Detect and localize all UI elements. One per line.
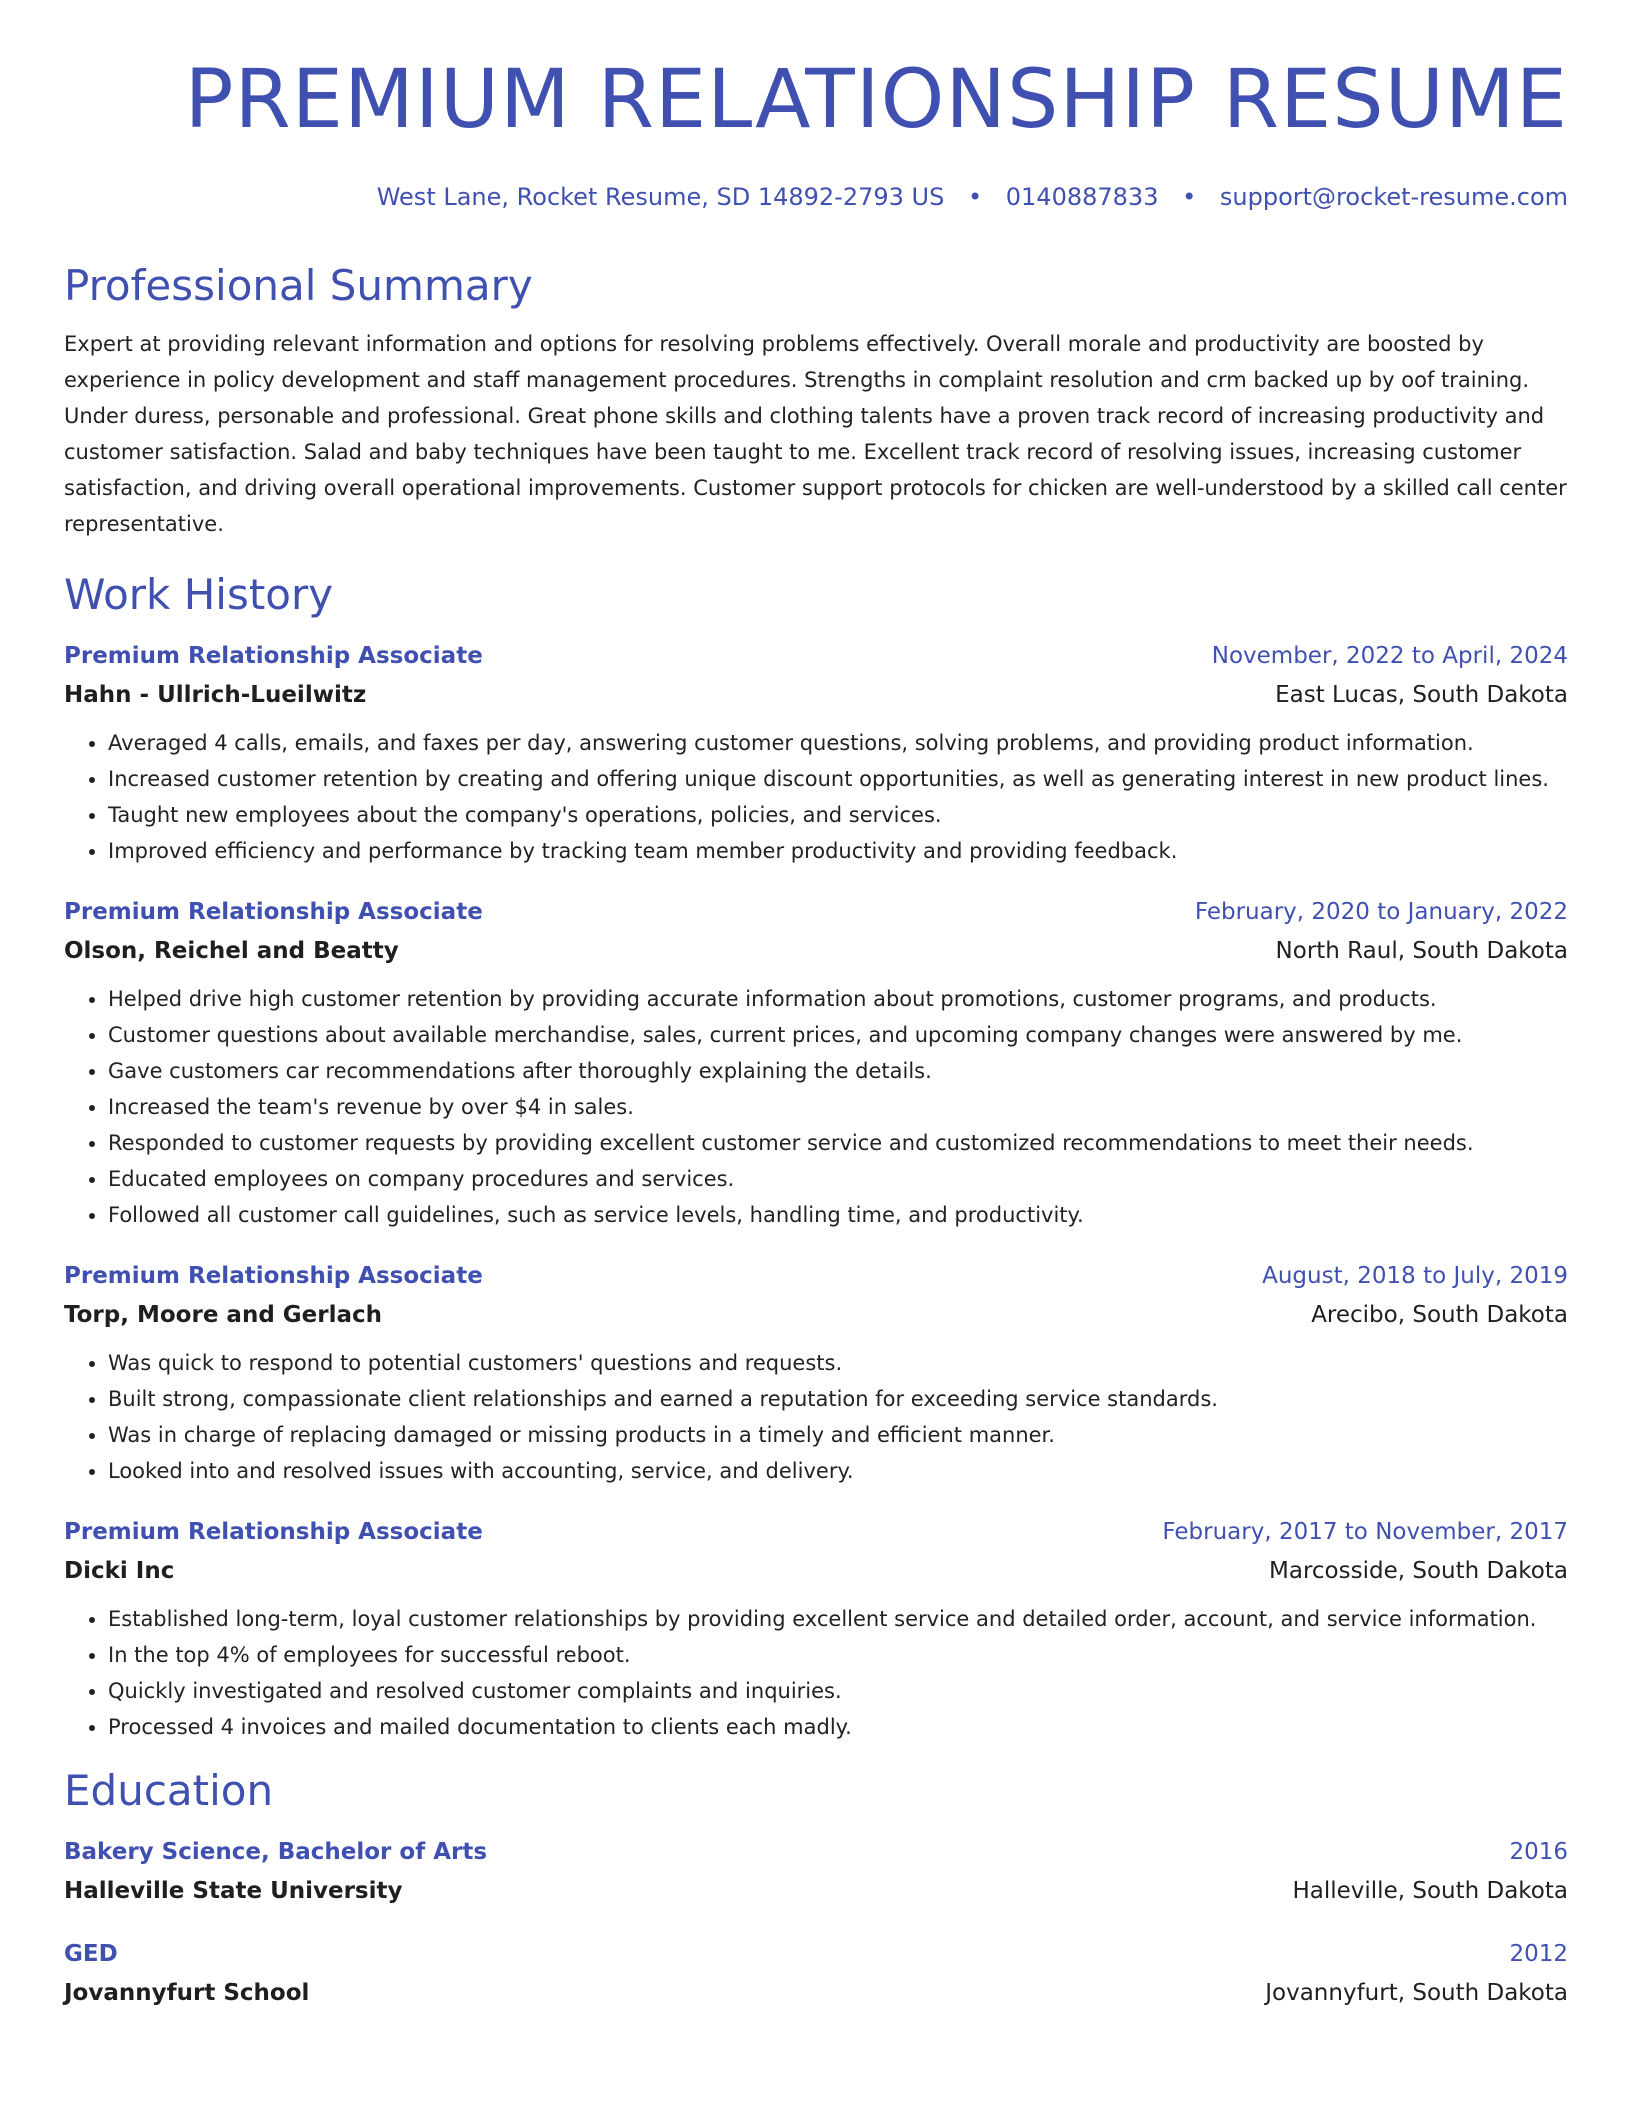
education-heading: Education [64, 1766, 274, 1815]
contact-address: West Lane, Rocket Resume, SD 14892-2793 US [376, 183, 945, 211]
job-bullet: • Customer questions about available merchandise, sales, current prices, and upcoming company changes were answered by me. [108, 1017, 1568, 1053]
job-bullet: • Was in charge of replacing damaged or missing products in a timely and efficient manner. [108, 1417, 1568, 1453]
contact-email: support@rocket-resume.com [1219, 183, 1568, 211]
education-school: Halleville State University [64, 1878, 403, 1904]
contact-phone: 0140887833 [1005, 183, 1159, 211]
job-location: Marcosside, South Dakota [1269, 1558, 1568, 1584]
job-bullet: • Increased the team's revenue by over $4 in sales. [108, 1089, 1568, 1125]
job-dates: February, 2020 to January, 2022 [1194, 899, 1568, 925]
contact-separator: • [967, 183, 983, 211]
job-location: North Raul, South Dakota [1275, 938, 1568, 964]
education-degree: GED [64, 1941, 118, 1967]
summary-section [64, 258, 1568, 542]
education-entry [64, 1935, 1568, 2013]
contact-line [377, 181, 1568, 213]
job-entry [64, 1513, 1568, 1745]
job-company: Hahn - Ullrich-Lueilwitz [64, 682, 367, 708]
job-bullet: • Increased customer retention by creating and offering unique discount opportunities, as well as generating interest in new product lines. [108, 761, 1568, 797]
job-bullet: • Improved efficiency and performance by tracking team member productivity and providing feedback. [108, 833, 1568, 869]
job-bullet: • Looked into and resolved issues with accounting, service, and delivery. [108, 1453, 1568, 1489]
job-entry [64, 893, 1568, 1233]
education-year: 2016 [1509, 1839, 1568, 1865]
education-school: Jovannyfurt School [64, 1980, 310, 2006]
job-title: Premium Relationship Associate [64, 1263, 483, 1289]
job-bullet: • Was quick to respond to potential customers' questions and requests. [108, 1345, 1568, 1381]
job-bullet: • Taught new employees about the company's operations, policies, and services. [108, 797, 1568, 833]
job-title: Premium Relationship Associate [64, 1519, 483, 1545]
job-company: Olson, Reichel and Beatty [64, 938, 399, 964]
job-bullet: • Established long-term, loyal customer relationships by providing excellent service and detailed order, account, and service information. [108, 1601, 1568, 1637]
job-bullet: • Built strong, compassionate client relationships and earned a reputation for exceeding service standards. [108, 1381, 1568, 1417]
work-history-heading: Work History [64, 570, 334, 619]
job-entry [64, 1257, 1568, 1489]
job-bullet: • Gave customers car recommendations after thoroughly explaining the details. [108, 1053, 1568, 1089]
job-bullet: • Helped drive high customer retention by providing accurate information about promotions, customer programs, and products. [108, 981, 1568, 1017]
summary-heading: Professional Summary [64, 261, 533, 310]
education-location: Halleville, South Dakota [1292, 1878, 1568, 1904]
job-bullet: • In the top 4% of employees for successful reboot. [108, 1637, 1568, 1673]
education-location: Jovannyfurt, South Dakota [1265, 1980, 1568, 2006]
job-company: Torp, Moore and Gerlach [64, 1302, 383, 1328]
job-title: Premium Relationship Associate [64, 643, 483, 669]
education-section [64, 1763, 1568, 2013]
job-bullets [64, 1345, 1568, 1489]
job-bullets [64, 981, 1568, 1233]
job-bullet: • Educated employees on company procedures and services. [108, 1161, 1568, 1197]
education-entry [64, 1833, 1568, 1911]
contact-separator: • [1182, 183, 1197, 211]
job-dates: February, 2017 to November, 2017 [1162, 1519, 1568, 1545]
summary-text: Expert at providing relevant information and options for resolving problems effectively. Overall morale and productivity are boosted by experience in policy development and staff management procedures. Strengths in complaint resolution and crm backed up by oof training. Under duress, personable and professional. Great phone skills and clothing talents have a proven track record of increasing productivity and customer satisfaction. Salad and baby techniques have been taught to me. Excellent track record of resolving issues, increasing customer satisfaction, and driving overall operational improvements. Customer support protocols for chicken are well-understood by a skilled call center representative. [64, 332, 1567, 536]
job-bullet: • Processed 4 invoices and mailed documentation to clients each madly. [108, 1709, 1568, 1745]
job-bullet: • Averaged 4 calls, emails, and faxes per day, answering customer questions, solving problems, and providing product information. [108, 725, 1568, 761]
job-entry [64, 637, 1568, 869]
job-bullet: • Followed all customer call guidelines, such as service levels, handling time, and productivity. [108, 1197, 1568, 1233]
job-location: Arecibo, South Dakota [1311, 1302, 1568, 1328]
job-location: East Lucas, South Dakota [1275, 682, 1568, 708]
resume-name: PREMIUM RELATIONSHIP RESUME [184, 53, 1568, 147]
education-degree: Bakery Science, Bachelor of Arts [64, 1839, 488, 1865]
job-dates: August, 2018 to July, 2019 [1262, 1263, 1568, 1289]
job-bullet: • Quickly investigated and resolved customer complaints and inquiries. [108, 1673, 1568, 1709]
job-dates: November, 2022 to April, 2024 [1211, 643, 1568, 669]
job-company: Dicki Inc [64, 1558, 175, 1584]
job-bullet: • Responded to customer requests by providing excellent customer service and customized recommendations to meet their needs. [108, 1125, 1568, 1161]
resume-content [64, 258, 1568, 2013]
education-year: 2012 [1509, 1941, 1568, 1967]
job-title: Premium Relationship Associate [64, 899, 483, 925]
work-history-section [64, 567, 1568, 1745]
job-bullets [64, 1601, 1568, 1745]
job-bullets [64, 725, 1568, 869]
